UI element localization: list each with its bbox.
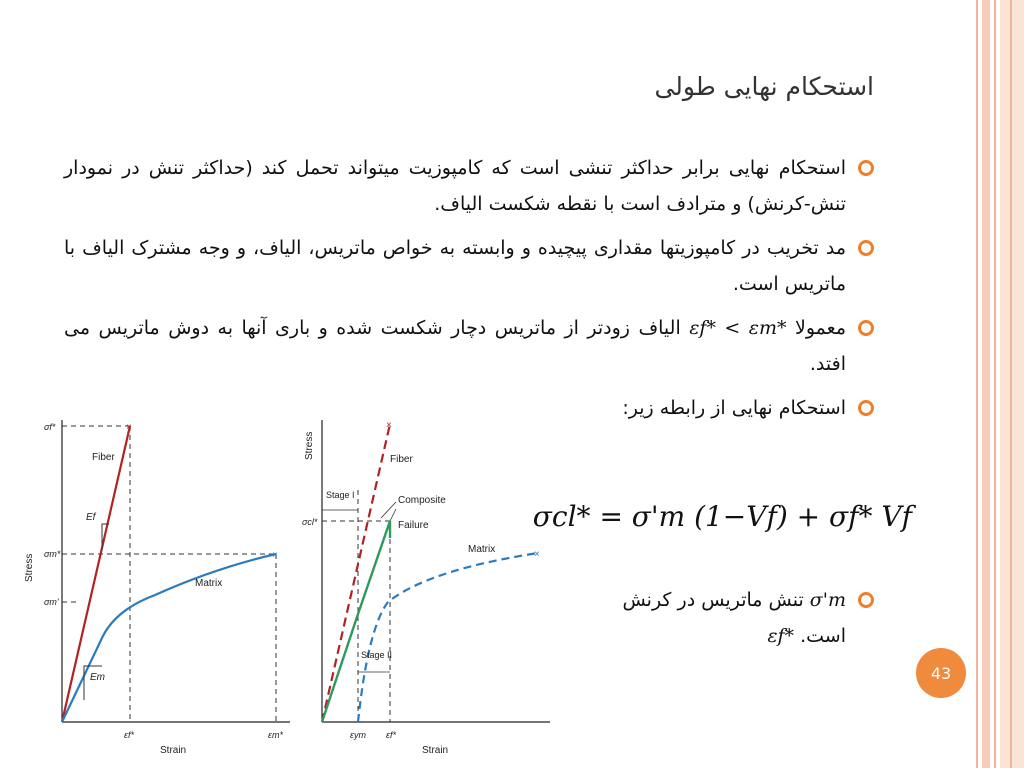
bullet-icon — [858, 592, 874, 608]
decor-stripe — [994, 0, 996, 768]
series-label-composite: Composite — [398, 495, 446, 506]
y-tick-label: σcl* — [302, 517, 318, 527]
composite-pointer — [381, 502, 396, 518]
bullet-icon — [858, 160, 874, 176]
bullet-text: استحکام نهایی برابر حداکثر تنشی است که کامپوزیت میتواند تحمل کند (حداکثر تنش در نمودار تنش-کرنش) و مترادف است با نقطه شکست الیاف. — [64, 157, 846, 215]
bullet-text: مد تخریب در کامپوزیتها مقداری پیچیده و وابسته به خواص ماتریس، الیاف، و وجه مشترک الیاف با ماتریس است. — [64, 237, 846, 295]
fiber-marker: × — [386, 420, 392, 431]
x-tick-label: εym — [350, 730, 366, 740]
x-axis-label: Strain — [160, 745, 187, 756]
stress-strain-chart-left — [20, 410, 300, 760]
series-label-fiber: Fiber — [390, 454, 413, 465]
bullet-tail: است. — [800, 625, 846, 647]
y-axis-label: Stress — [304, 431, 315, 460]
fiber-marker: × — [126, 422, 132, 433]
matrix-stress-symbol: σ'm — [809, 589, 846, 611]
annotation-stage-i: Stage I — [326, 490, 355, 500]
decor-stripe — [1010, 0, 1012, 768]
bullet-icon — [858, 240, 874, 256]
series-label-matrix: Matrix — [468, 544, 496, 555]
bullet-list-lower — [574, 582, 874, 662]
decor-stripe — [982, 0, 990, 768]
y-axis-label: Stress — [24, 553, 35, 582]
decor-stripe — [1000, 0, 1024, 768]
bullet-item — [64, 150, 874, 222]
fiber-strain-symbol: εf* — [767, 625, 795, 647]
y-tick-label: σm' — [44, 597, 59, 607]
slide-title: استحکام نهایی طولی — [654, 72, 874, 101]
matrix-marker: × — [272, 550, 278, 561]
stress-strain-chart-right — [298, 410, 560, 760]
matrix-curve — [358, 553, 538, 722]
decor-stripe — [976, 0, 978, 768]
series-label-fiber: Fiber — [92, 452, 115, 463]
bullet-text: استحکام نهایی از رابطه زیر: — [622, 397, 846, 419]
x-axis-label: Strain — [422, 745, 449, 756]
y-tick-label: σf* — [44, 422, 56, 432]
series-label-matrix: Matrix — [195, 578, 223, 589]
bullet-prefix: معمولا — [795, 317, 846, 339]
annotation-em: Em — [90, 672, 105, 683]
annotation-ef: Ef — [86, 512, 96, 523]
bullet-item — [64, 230, 874, 302]
matrix-marker: × — [534, 549, 540, 560]
x-tick-label: εm* — [268, 730, 283, 740]
bullet-item — [574, 582, 874, 654]
strength-formula: σcl* = σ'm (1−Vf) + σf* Vf — [532, 500, 912, 533]
x-tick-label: εf* — [386, 730, 396, 740]
strain-inequality: εf* < εm* — [689, 317, 787, 339]
bullet-list — [64, 150, 874, 434]
bullet-text: الیاف زودتر از ماتریس دچار شکست شده و باری آنها به دوش ماتریس می افتد. — [64, 317, 846, 375]
y-tick-label: σm* — [44, 549, 61, 559]
annotation-stage-ii: Stage II — [361, 650, 393, 660]
bullet-text: تنش ماتریس در کرنش — [622, 589, 804, 611]
bullet-icon — [858, 320, 874, 336]
page-number-badge: 43 — [916, 648, 966, 698]
annotation-failure: Failure — [398, 520, 429, 531]
x-tick-label: εf* — [124, 730, 134, 740]
composite-line — [322, 521, 393, 722]
fiber-line — [322, 424, 393, 722]
bullet-item — [64, 310, 874, 382]
bullet-icon — [858, 400, 874, 416]
failure-pointer — [390, 509, 396, 521]
